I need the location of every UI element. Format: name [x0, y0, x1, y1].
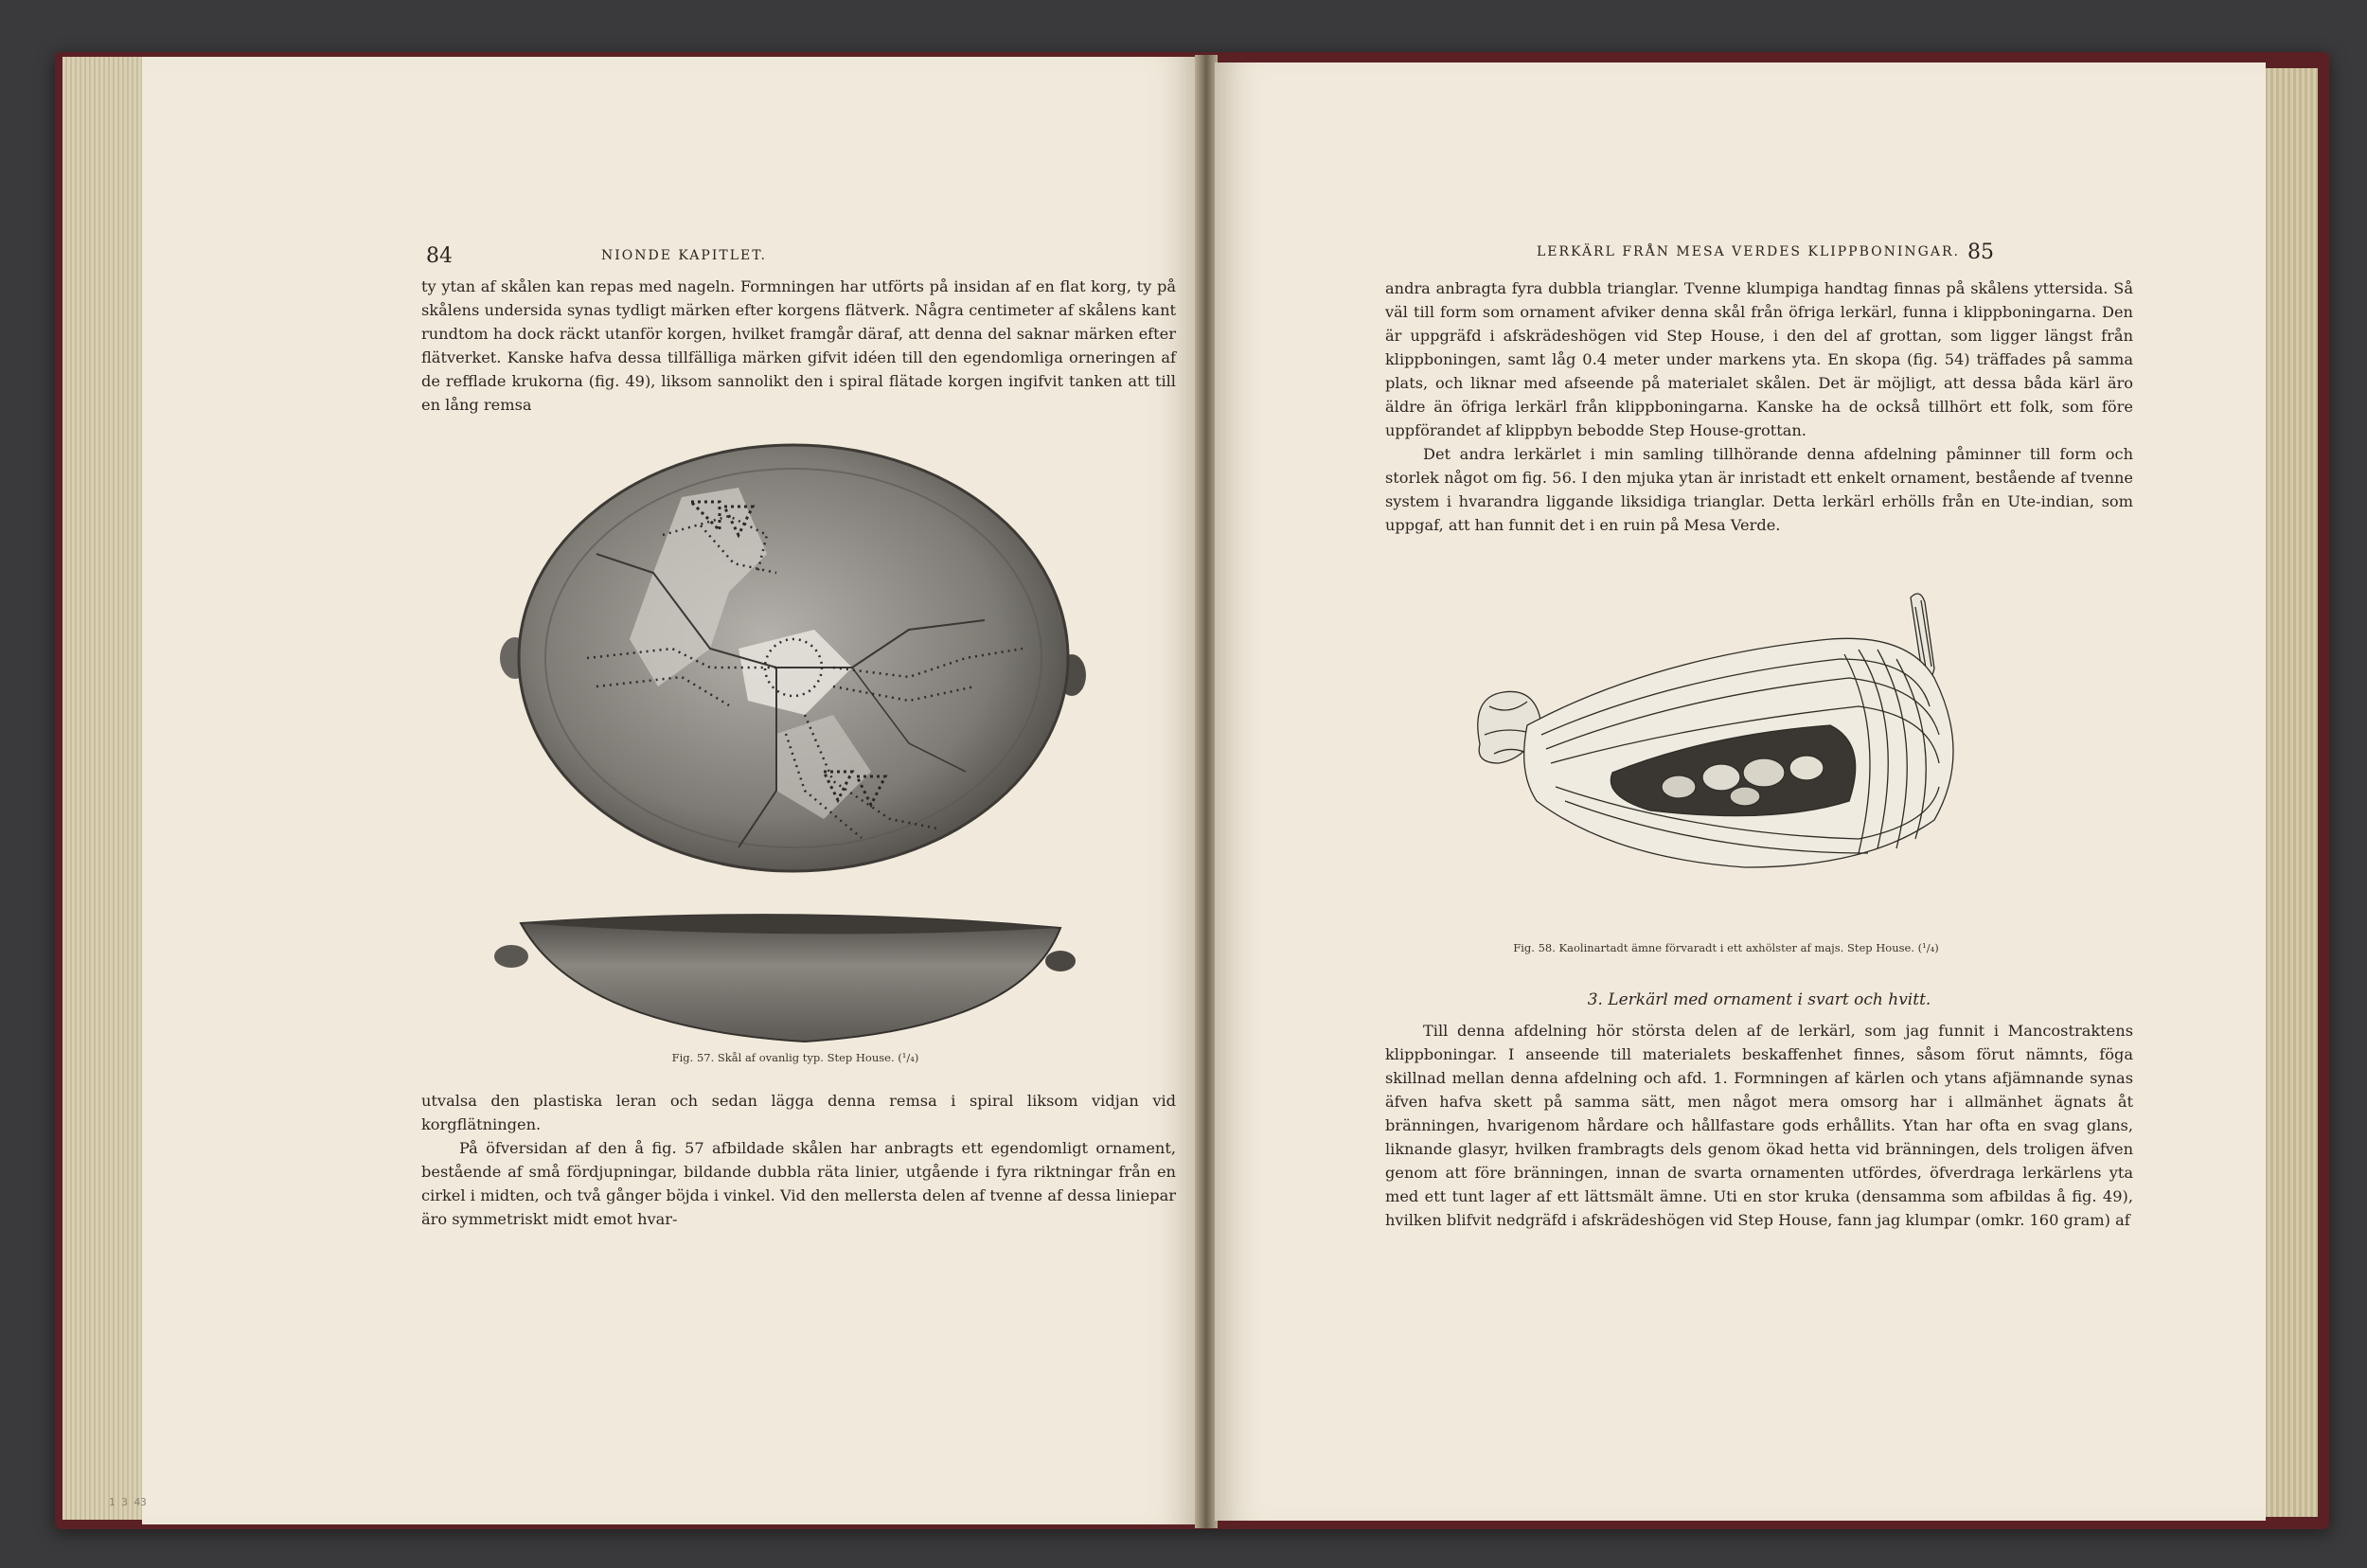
page-number-right: 85: [1967, 241, 1994, 264]
page-number-left: 84: [426, 244, 453, 268]
right-page: [1215, 62, 2266, 1521]
page-edges-left: [62, 57, 148, 1520]
right-bottom-text: Till denna afdelning hör största delen af de lerkärl, som jag funnit i Mancostraktens klippboningar. I anseende till materialets beskaffenhet finnes, såsom förut nämnts, föga skillnad mellan denna afdelning och afd. 1. Formningen af kärlen och ytans afjämnande synas äfven hafva skett på samma sätt, men något mera omsorg har i allmänhet ägnats åt bränningen, hvarigenom hårdare och hållfastare gods erhållits. Ytan har ofta en svag glans, liknande glasyr, hvilken frambragts dels genom ökad hetta vid bränningen, dels troligen äfven genom att före bränningen, innan de svarta ornamenten utfördes, öfverdraga lerkärlens yta med ett tunt lager af ett lättsmält ämne. Uti en stor kruka (densamma som afbildas å fig. 49), hvilken blifvit nedgräfd i afskrädeshögen vid Step House, fann jag klumpar (omkr. 160 gram) af: [1385, 1022, 2133, 1229]
shelfmark: 1 3 43: [109, 1496, 147, 1508]
figure-58-caption: Fig. 58. Kaolinartadt ämne förvaradt i ett axhölster af majs. Step House. (¹/₄): [1513, 941, 1939, 954]
figure-57-bowl-illustration: [492, 431, 1098, 1046]
right-top-text: andra anbragta fyra dubbla trianglar. Tvenne klumpiga handtag finnas på skålens yttersida. Så väl till form som ornament afviker denna skål från öfriga lerkärl, funna i klippboningarna. Den är uppgräfd i afskrädeshögen vid Step House, i den del af grottan, som ligger längst från klippboningen, samt låg 0.4 meter under markens yta. En skopa (fig. 54) träffades på samma plats, och liknar med afseende på materialet skålen. Det är möjligt, att dessa båda kärl äro äldre än öfriga lerkärl från klippboningarna. Kanske ha de också tillhört ett folk, som före uppförandet af klippbyn bebodde Step House-grottan. Det andra lerkärlet i min samling tillhörande denna afdelning påminner till form och storlek något om fig. 56. I den mjuka ytan är inristadt ett enkelt ornament, bestående af tvenne system i hvarandra liggande liksidiga trianglar. Detta lerkärl erhölls från en Ute-indian, som uppgaf, att han funnit det i en ruin på Mesa Verde.: [1385, 279, 2133, 534]
left-top-paragraph: ty ytan af skålen kan repas med nageln. Formningen har utförts på insidan af en flat korg, ty på skålens undersida synas tydligt märken efter korgens flätverk. Några centimeter af skålens kant rundtom ha dock räckt utanför korgen, hvilket framgår däraf, att denna del saknar märken efter flätverket. Kanske hafva dessa tillfälliga märken gifvit idéen till den egendomliga orneringen af de refflade krukorna (fig. 49), liksom sannolikt den i spiral flätade korgen ingifvit tanken att till en lång remsa: [421, 277, 1176, 414]
running-head-left: NIONDE KAPITLET.: [601, 248, 767, 263]
left-bottom-text: utvalsa den plastiska leran och sedan lägga denna remsa i spiral liksom vidjan vid korgflätningen. På öfversidan af den å fig. 57 afbildade skålen har anbragts ett egendomligt ornament, bestående af små fördjupningar, bildande dubbla räta linier, utgående i fyra riktningar från en cirkel i midten, och två gånger böjda i vinkel. Vid den mellersta delen af tvenne af dessa liniepar äro symmetriskt midt emot hvar-: [421, 1092, 1176, 1228]
figure-58-corn-husk-illustration: [1461, 583, 1991, 896]
figure-57-caption: Fig. 57. Skål af ovanlig typ. Step House. (¹/₄): [671, 1051, 919, 1064]
left-page: [142, 57, 1198, 1524]
running-head-right: LERKÄRL FRÅN MESA VERDES KLIPPBONINGAR.: [1537, 244, 1960, 259]
section-title: 3. Lerkärl med ornament i svart och hvitt.: [1587, 990, 1931, 1009]
